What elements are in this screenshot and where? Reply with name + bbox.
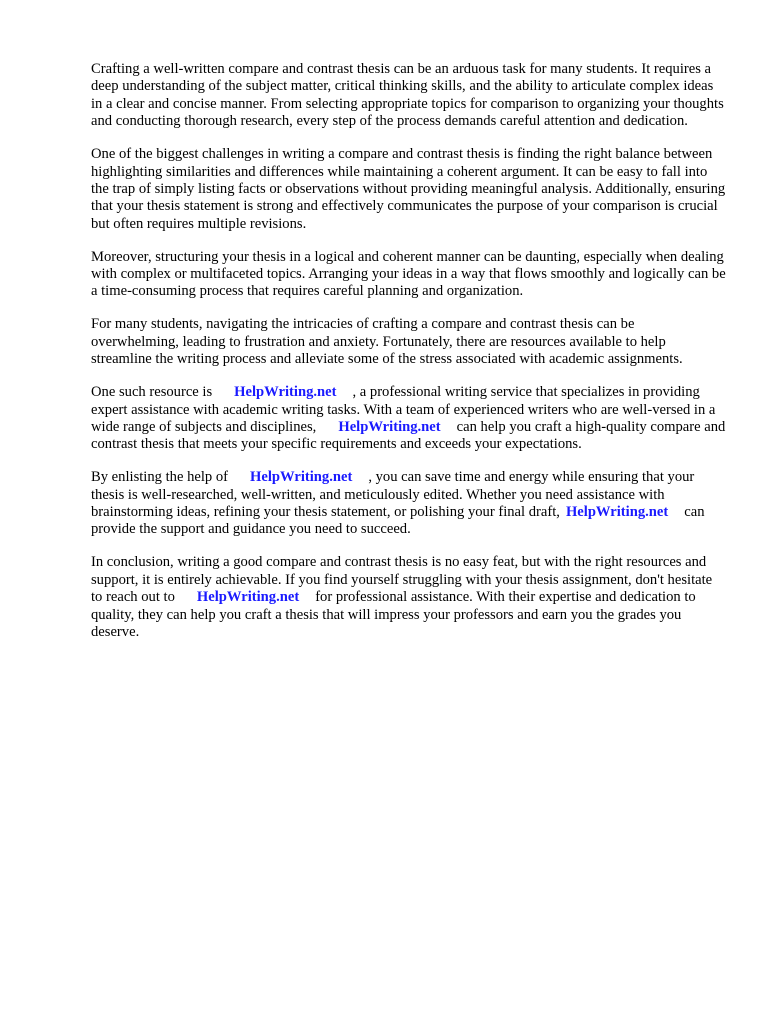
- helpwriting-link[interactable]: HelpWriting.net: [565, 504, 669, 521]
- enlisting-text-2: , you can save time and energy while ensuring that your thesis is well-researched, well-written, and meticulously edited. Whether you need assistance with brainstorming ideas, refining your thesis statement, or polishing your final draft,: [91, 469, 695, 521]
- enlisting-text-3: can provide the support and guidance you need to succeed.: [91, 504, 705, 538]
- paragraph-structure: Moreover, structuring your thesis in a logical and coherent manner can be daunting, especially when dealing with complex or multifaceted topics. Arranging your ideas in a way that flows smoothly and logically can be a time-consuming process that requires careful planning and organization.: [91, 248, 726, 300]
- resource-text-3: can help you craft a high-quality compare and contrast thesis that meets your specific requirements and exceeds your expectations.: [91, 418, 726, 453]
- helpwriting-link[interactable]: HelpWriting.net: [196, 589, 300, 606]
- helpwriting-link[interactable]: HelpWriting.net: [338, 418, 441, 435]
- conclusion-text-2: for professional assistance. With their expertise and dedication to quality, they can help you craft a thesis that will impress your professors and earn you the grades you deserve.: [91, 589, 696, 640]
- helpwriting-link[interactable]: HelpWriting.net: [250, 469, 353, 486]
- document-page: [91, 61, 726, 657]
- conclusion-text-1: In conclusion, writing a good compare and contrast thesis is no easy feat, but with the right resources and support, it is entirely achievable. If you find yourself struggling with your thesis assignment, don't hesitate to reach out to: [91, 554, 713, 606]
- helpwriting-link[interactable]: HelpWriting.net: [234, 384, 337, 401]
- paragraph-overwhelming: For many students, navigating the intricacies of crafting a compare and contrast thesis can be overwhelming, leading to frustration and anxiety. Fortunately, there are resources available to help streamline the writing process and alleviate some of the stress associated with academic assignments.: [91, 316, 683, 368]
- paragraph-enlisting: [91, 469, 726, 539]
- paragraph-resource: [91, 384, 726, 454]
- paragraph-challenges: One of the biggest challenges in writing a compare and contrast thesis is finding the right balance between highlighting similarities and differences while maintaining a coherent argument. It can be easy to fall into the trap of simply listing facts or observations without providing meaningful analysis. Additionally, ensuring that your thesis statement is strong and effectively communicates the purpose of your comparison is crucial but often requires multiple revisions.: [91, 146, 726, 232]
- paragraph-intro: Crafting a well-written compare and contrast thesis can be an arduous task for many students. It requires a deep understanding of the subject matter, critical thinking skills, and the ability to articulate complex ideas in a clear and concise manner. From selecting appropriate topics for comparison to organizing your thoughts and conducting thorough research, every step of the process demands careful attention and dedication.: [91, 61, 724, 130]
- paragraph-conclusion: [91, 554, 726, 641]
- resource-text-2: , a professional writing service that specializes in providing expert assistance with academic writing tasks. With a team of experienced writers who are well-versed in a wide range of subjects and disciplines,: [91, 384, 716, 435]
- resource-text-1: One such resource is: [91, 384, 213, 401]
- enlisting-text-1: By enlisting the help of: [91, 469, 229, 486]
